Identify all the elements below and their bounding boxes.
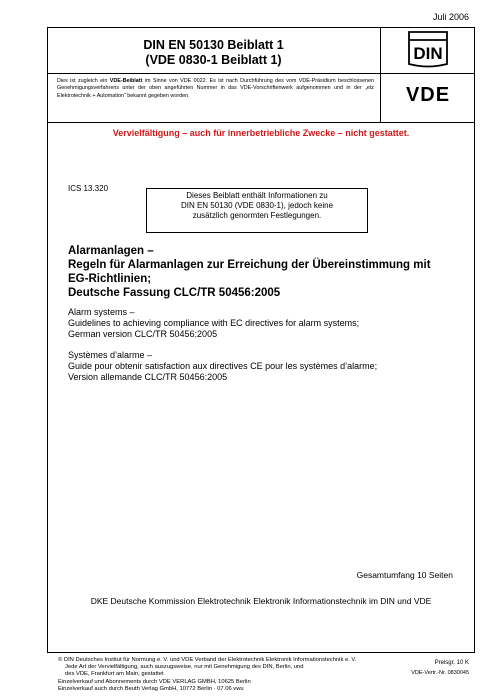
vde-notice-bold: VDE-Beiblatt xyxy=(109,78,143,84)
vde-notice-intro: Dies ist zugleich ein xyxy=(57,78,110,84)
vde-order-number: VDE-Vertr.-Nr. 0830045 xyxy=(411,670,469,676)
vde-logo-box xyxy=(381,74,475,123)
title-en-line: German version CLC/TR 50456:2005 xyxy=(68,329,218,339)
vde-logo: VDE xyxy=(405,84,451,106)
standard-number: DIN EN 50130 Beiblatt 1 xyxy=(143,38,284,52)
title-de-line: Deutsche Fassung CLC/TR 50456:2005 xyxy=(68,287,281,299)
footer-line: des VDE, Frankfurt am Main, gestattet xyxy=(65,671,164,678)
footer-line: © DIN Deutsches Institut für Normung e. V. und VDE Verband der Elektrotechnik Elektronik Informationstechnik e. V. xyxy=(58,657,357,663)
price-group: Preisgr. 10 K xyxy=(434,660,469,666)
title-fr-line: Systèmes d’alarme – xyxy=(68,350,153,360)
title-de-line: Regeln für Alarmanlagen zur Erreichung der Übereinstimmung mit xyxy=(68,259,431,271)
info-box xyxy=(146,188,368,233)
info-line: Dieses Beiblatt enthält Informationen zu xyxy=(186,191,328,200)
footer-line: Einzelverkauf auch durch Beuth Verlag GmbH, 10772 Berlin · 07.06 vwu xyxy=(58,685,244,692)
ics-code: ICS 13.320 xyxy=(68,184,109,193)
document-header xyxy=(47,27,475,123)
info-line: DIN EN 50130 (VDE 0830-1), jedoch keine xyxy=(180,201,334,210)
vde-number: (VDE 0830-1 Beiblatt 1) xyxy=(145,53,282,67)
title-de-line: Alarmanlagen – xyxy=(68,245,154,257)
title-de-line: EG-Richtlinien; xyxy=(68,273,152,285)
title-en-line: Alarm systems – xyxy=(68,307,135,317)
vde-notice xyxy=(47,74,381,123)
footer-line: Einzelverkauf und Abonnements durch VDE VERLAG GMBH, 10625 Berlin xyxy=(58,678,251,685)
din-logo xyxy=(381,27,475,74)
issue-date: Juli 2006 xyxy=(432,12,469,22)
vde-notice-text: im Sinne von VDE 0022. Es ist nach Durchführung des vom VDE-Präsidium beschlossenen Genehmigungsverfahrens unter der oben angeführten Nummer in das VDE-Vorschriftenwerk aufgenommen und in der „etz Elektrotechnik + Automation“ bekannt gegeben worden. xyxy=(57,78,374,99)
title-fr-line: Guide pour obtenir satisfaction aux directives CE pour les systèmes d’alarme; xyxy=(68,361,378,371)
title-fr-line: Version allemande CLC/TR 50456:2005 xyxy=(68,372,228,382)
dke-line: DKE Deutsche Kommission Elektrotechnik Elektronik Informationstechnik im DIN und VDE xyxy=(90,596,432,606)
copy-warning: Vervielfältigung – auch für innerbetriebliche Zwecke – nicht gestattet. xyxy=(112,128,410,138)
title-en-line: Guidelines to achieving compliance with EC directives for alarm systems; xyxy=(68,318,360,328)
title-box xyxy=(47,27,381,74)
din-logo-text: DIN xyxy=(413,44,443,63)
footer-line: Jede Art der Vervielfältigung, auch auszugsweise, nur mit Genehmigung des DIN, Berlin, und xyxy=(65,664,304,671)
din-logo-box xyxy=(381,27,475,74)
total-pages: Gesamtumfang 10 Seiten xyxy=(356,570,453,580)
footer-copyright xyxy=(58,657,356,693)
info-line: zusätzlich genormten Festlegungen. xyxy=(192,211,322,220)
